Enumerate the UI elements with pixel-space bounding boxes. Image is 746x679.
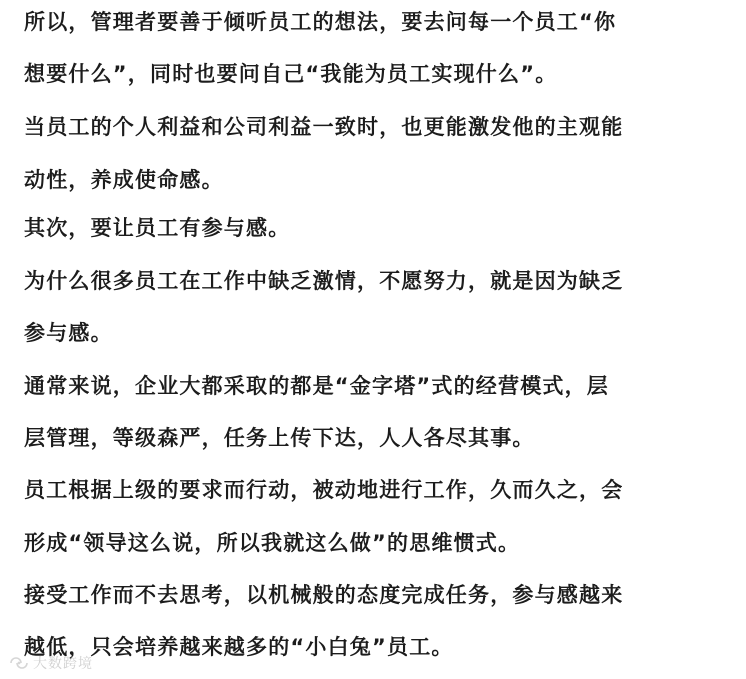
watermark-text: 大数跨境 xyxy=(33,656,93,672)
text-line: 形成“领导这么说，所以我就这么做”的思维惯式。 xyxy=(24,531,521,555)
text-line: 动性，养成使命感。 xyxy=(24,168,224,192)
text-line: 所以，管理者要善于倾听员工的想法，要去问每一个员工“你 xyxy=(24,10,617,34)
text-line: 当员工的个人利益和公司利益一致时，也更能激发他的主观能 xyxy=(24,115,624,139)
text-line: 为什么很多员工在工作中缺乏激情，不愿努力，就是因为缺乏 xyxy=(24,269,624,293)
text-line: 层管理，等级森严，任务上传下达，人人各尽其事。 xyxy=(24,426,535,450)
text-line: 想要什么”，同时也要问自己“我能为员工实现什么”。 xyxy=(24,62,558,86)
brand-logo-icon xyxy=(8,655,30,671)
watermark xyxy=(8,653,93,673)
text-line: 参与感。 xyxy=(24,321,113,345)
text-line: 其次，要让员工有参与感。 xyxy=(24,216,291,240)
text-line: 通常来说，企业大都采取的都是“金字塔”式的经营模式，层 xyxy=(24,374,610,398)
text-line: 越低，只会培养越来越多的“小白兔”员工。 xyxy=(24,635,454,659)
text-line: 接受工作而不去思考，以机械般的态度完成任务，参与感越来 xyxy=(24,583,624,607)
text-line: 员工根据上级的要求而行动，被动地进行工作，久而久之，会 xyxy=(24,478,624,502)
